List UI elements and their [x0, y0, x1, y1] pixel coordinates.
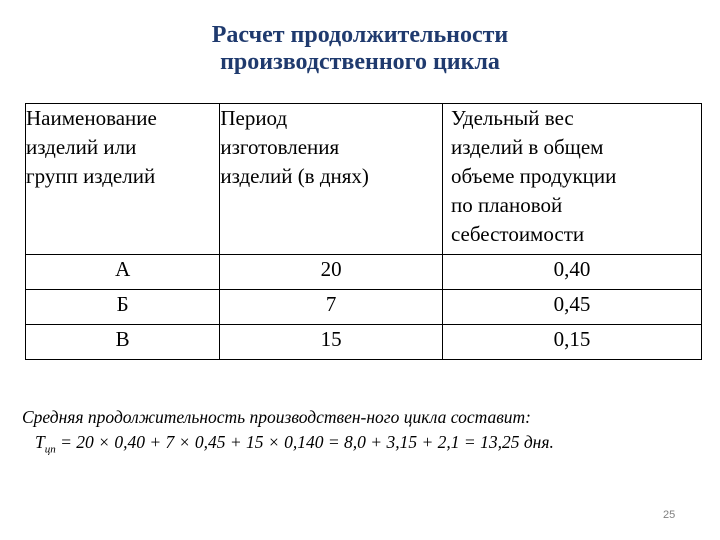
formula-expression: = 20 × 0,40 + 7 × 0,45 + 15 × 0,140 = 8,0 + 3,15 + 2,1 = 13,25 дня.	[55, 432, 554, 452]
formula-expression-line	[22, 430, 712, 463]
header-text: изготовления	[220, 135, 340, 159]
table-cell-share: 0,45	[442, 290, 701, 325]
table-row	[26, 255, 702, 290]
header-text: групп изделий	[26, 164, 156, 188]
header-text: изделий или	[26, 135, 137, 159]
header-text: объеме продукции	[450, 164, 617, 188]
table-cell-product: А	[26, 255, 220, 290]
table-cell-share: 0,15	[442, 325, 701, 360]
formula-intro: Средняя продолжительность производствен-ного цикла составит:	[22, 407, 532, 427]
formula-subscript: цп	[44, 443, 56, 456]
table-cell-period: 15	[220, 325, 443, 360]
header-text: Удельный вес	[450, 106, 574, 130]
title-line-2: производственного цикла	[220, 49, 500, 75]
header-text: Период	[220, 106, 288, 130]
page-title	[0, 22, 720, 76]
table-row	[26, 290, 702, 325]
formula-block	[22, 405, 712, 463]
title-line-1: Расчет продолжительности	[211, 22, 509, 48]
table-cell-product: В	[26, 325, 220, 360]
header-text: изделий в общем	[450, 135, 604, 159]
header-product-name	[26, 104, 220, 255]
cycle-duration-table	[25, 103, 702, 360]
table-row	[26, 325, 702, 360]
table-cell-share: 0,40	[442, 255, 701, 290]
table-cell-product: Б	[26, 290, 220, 325]
header-text: по плановой	[450, 193, 563, 217]
formula-symbol: Т	[35, 432, 45, 452]
page-number: 25	[663, 509, 676, 521]
header-text: Наименование	[26, 106, 157, 130]
table-header-row	[26, 104, 702, 255]
table-cell-period: 20	[220, 255, 443, 290]
header-text: изделий (в днях)	[220, 164, 369, 188]
table-cell-period: 7	[220, 290, 443, 325]
header-share-weight	[442, 104, 701, 255]
header-text: себестоимости	[450, 222, 585, 246]
header-production-period	[220, 104, 443, 255]
